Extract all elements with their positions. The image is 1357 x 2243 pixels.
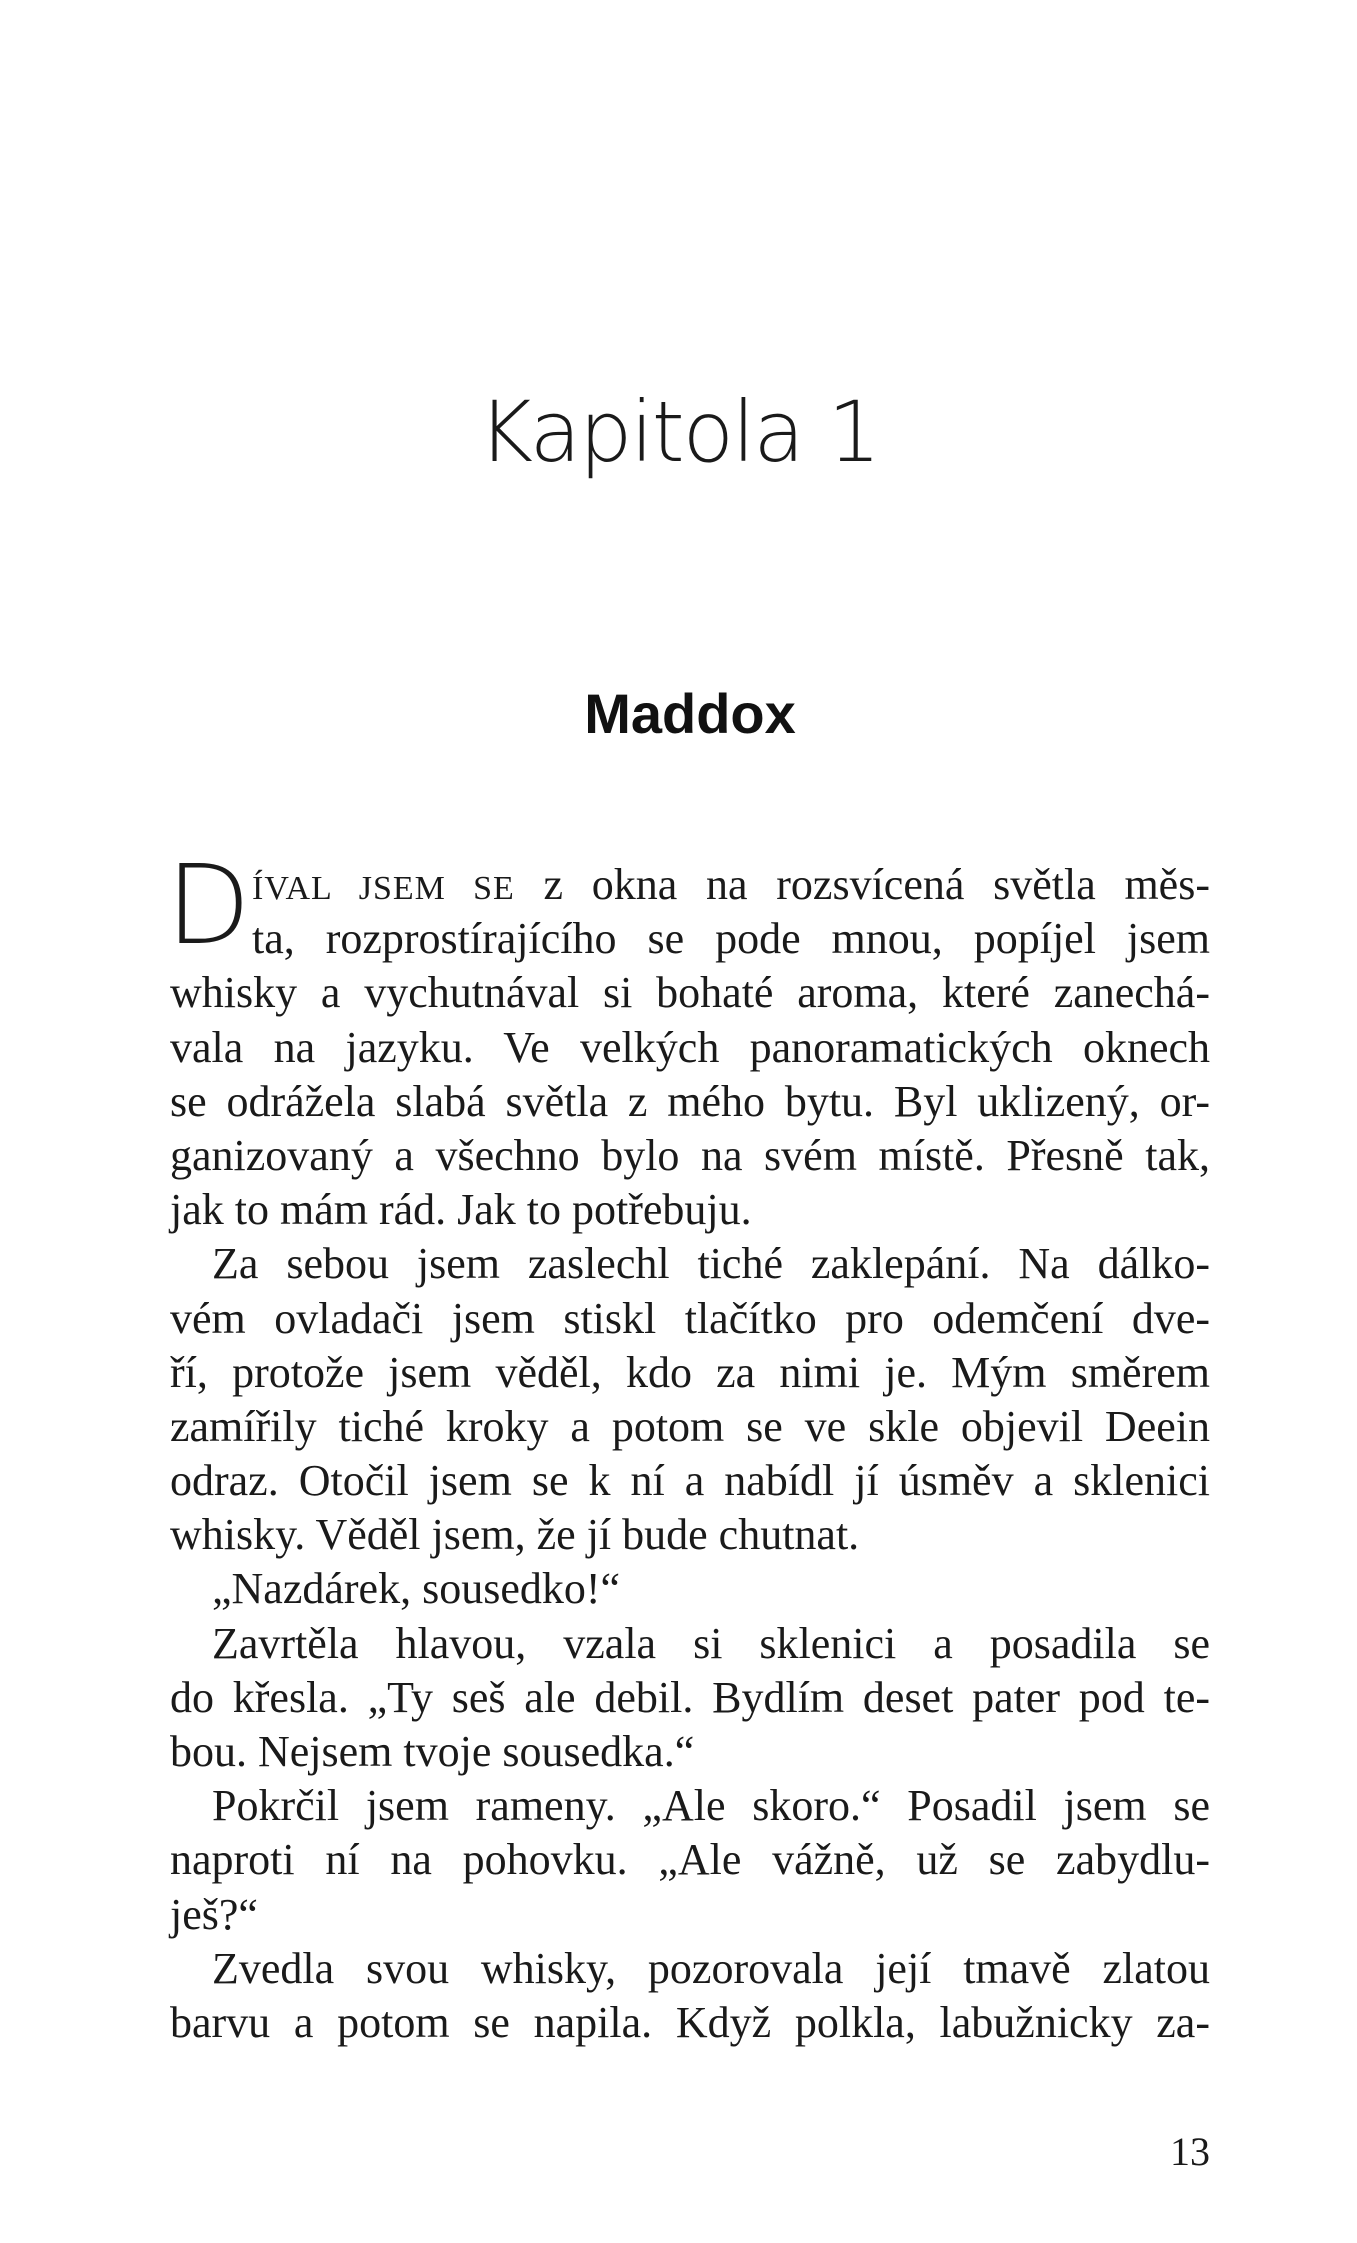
opening-rest: z okna na rozsvícená světla měs-	[514, 860, 1210, 909]
text-line: whisky. Věděl jsem, že jí bude chutnat.	[170, 1510, 860, 1560]
text-line: bou. Nejsem tvoje sousedka.“	[170, 1727, 695, 1776]
chapter-title: Kapitola 1	[477, 383, 880, 481]
text-line: ganizovaný a všechno bylo na svém místě. Přesně tak,	[170, 1130, 1210, 1180]
text-line: Pokrčil jsem rameny. „Ale skoro.“ Posadil jsem se	[212, 1781, 1210, 1831]
text-line: „Nazdárek, sousedko!“	[212, 1564, 621, 1614]
text-line: ta, rozprostírajícího se pode mnou, popíjel jsem	[252, 914, 1210, 964]
text-line: whisky a vychutnával si bohaté aroma, které zanechá-	[170, 968, 1210, 1018]
text-line: barvu a potom se napila. Když polkla, labužnicky za-	[170, 1997, 1210, 2047]
text-line: Zavrtěla hlavou, vzala si sklenici a posadila se	[212, 1618, 1210, 1668]
text-line: jak to mám rád. Jak to potřebuju.	[170, 1185, 752, 1235]
opening-smallcaps: ÍVAL JSEM SE	[252, 870, 515, 907]
text-line: vém ovladači jsem stiskl tlačítko pro odemčení dve-	[170, 1293, 1210, 1343]
narrator-heading: Maddox	[584, 682, 796, 745]
text-line: se odrážela slabá světla z mého bytu. Byl uklizený, or-	[170, 1076, 1210, 1126]
text-line: do křesla. „Ty seš ale debil. Bydlím deset pater pod te-	[170, 1672, 1210, 1722]
text-line: Zvedla svou whisky, pozorovala její tmavě zlatou	[212, 1943, 1210, 1993]
text-line: vala na jazyku. Ve velkých panoramatických oknech	[170, 1022, 1210, 1072]
page-number: 13	[1170, 2129, 1210, 2174]
text-line: odraz. Otočil jsem se k ní a nabídl jí úsměv a sklenici	[170, 1456, 1210, 1506]
text-line: naproti ní na pohovku. „Ale vážně, už se zabydlu-	[170, 1835, 1210, 1885]
body-text	[166, 841, 1210, 2050]
text-line: ješ?“	[170, 1889, 258, 1939]
drop-cap: D	[166, 841, 251, 969]
text-line: zamířily tiché kroky a potom se ve skle objevil Deein	[170, 1401, 1210, 1451]
text-line: ří, protože jsem věděl, kdo za nimi je. Mým směrem	[170, 1347, 1210, 1397]
text-line: Za sebou jsem zaslechl tiché zaklepání. Na dálko-	[212, 1239, 1210, 1289]
